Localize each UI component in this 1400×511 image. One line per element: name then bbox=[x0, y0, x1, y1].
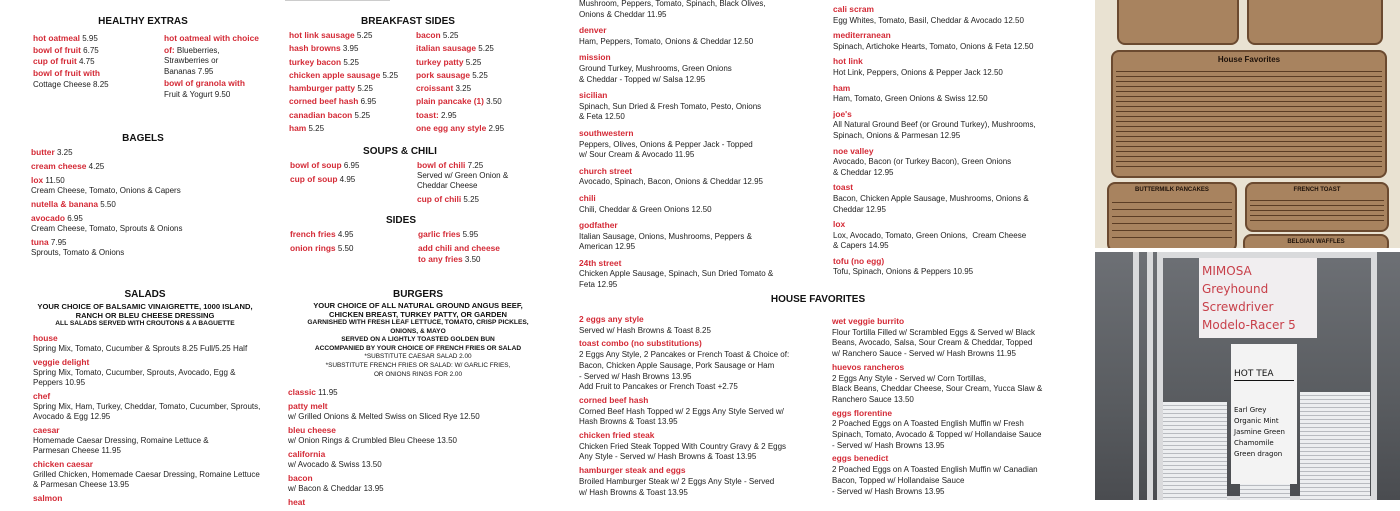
menu-item-price: 5.25 bbox=[352, 110, 371, 120]
photo-french-toast-panel bbox=[1245, 182, 1389, 232]
omelettes-right-list bbox=[833, 4, 1036, 282]
menu-item-description: Homemade Caesar Dressing, Romaine Lettuce & Parmesan Cheese 11.95 bbox=[33, 436, 209, 455]
menu-item-price: 3.25 bbox=[453, 84, 472, 94]
menu-item-name: bowl of granola with bbox=[164, 77, 245, 88]
menu-item-name: bacon bbox=[416, 30, 441, 40]
menu-item bbox=[833, 83, 1036, 105]
menu-item-price: 6.95 bbox=[358, 97, 377, 107]
photo-panel bbox=[1247, 0, 1383, 45]
menu-item-name: cup of fruit bbox=[33, 56, 77, 67]
bagels-heading: BAGELS bbox=[122, 133, 164, 144]
menu-item-name: french fries bbox=[290, 229, 336, 239]
menu-item-name: tofu (no egg) bbox=[833, 255, 885, 266]
menu-item bbox=[31, 237, 182, 258]
menu-item-name: nutella & banana bbox=[31, 199, 99, 209]
menu-item-price: 5.95 bbox=[80, 34, 98, 43]
menu-item bbox=[288, 387, 480, 398]
menu-item-description: Spring Mix, Tomato, Cucumber & Sprouts 8.25 Full/5.25 Half bbox=[33, 344, 248, 353]
menu-item-description: Corned Beef Hash Topped w/ 2 Eggs Any Style Served w/ Hash Browns & Toast 13.95 bbox=[579, 406, 784, 427]
menu-item-name: lox bbox=[833, 219, 846, 230]
menu-item-description: Sprouts, Tomato & Onions bbox=[31, 248, 125, 257]
menu-item-name: chicken caesar bbox=[33, 459, 94, 469]
menu-item-price: 5.95 bbox=[460, 230, 479, 239]
menu-item bbox=[833, 182, 1036, 215]
menu-item-price: 3.95 bbox=[340, 44, 359, 54]
menu-item bbox=[288, 425, 480, 446]
menu-item bbox=[164, 33, 259, 78]
menu-item-description: w/ Avocado & Swiss 13.50 bbox=[288, 460, 382, 469]
menu-item bbox=[833, 146, 1036, 179]
menu-item-price: 7.25 bbox=[465, 161, 484, 170]
window-frame bbox=[1133, 252, 1153, 500]
menu-item bbox=[416, 56, 566, 69]
menu-item-name: ham bbox=[833, 82, 851, 93]
menu-item bbox=[290, 229, 353, 240]
menu-item bbox=[417, 160, 508, 191]
menu-item bbox=[33, 333, 260, 354]
menu-item-description: w/ Onion Rings & Crumbled Bleu Cheese 13.50 bbox=[288, 436, 457, 445]
menu-item bbox=[579, 430, 789, 463]
menu-item-description: Egg Whites, Tomato, Basil, Cheddar & Avocado 12.50 bbox=[833, 15, 1024, 25]
burgers-substitute-note: *SUBSTITUTE CAESAR SALAD 2.00 *SUBSTITUTE FRENCH FRIES OR SALAD: W/ GARLIC FRIES, OR ONIONS RINGS FOR 2.00 bbox=[325, 353, 511, 378]
menu-item-name: hash browns bbox=[289, 43, 341, 54]
photo-french-toast-title: FRENCH TOAST bbox=[1293, 187, 1341, 193]
menu-item bbox=[288, 401, 480, 422]
menu-item bbox=[416, 82, 566, 95]
menu-item-price: 5.25 bbox=[355, 84, 373, 94]
menu-item-name: bowl of fruit with bbox=[33, 68, 100, 79]
menu-item-description: Grilled Chicken, Homemade Caesar Dressing, Romaine Lettuce & Parmesan Cheese 13.95 bbox=[33, 470, 260, 489]
menu-item-name: 2 eggs any style bbox=[579, 314, 644, 324]
menu-item-name: church street bbox=[579, 165, 633, 176]
menu-item-price: 5.25 bbox=[463, 57, 482, 67]
bagels-list bbox=[31, 147, 182, 261]
posted-menu bbox=[1300, 392, 1370, 500]
photo-panel bbox=[1117, 0, 1239, 45]
menu-item-description: Ground Turkey, Mushrooms, Green Onions & Cheddar - Topped w/ Salsa 12.95 bbox=[579, 63, 732, 84]
menu-item bbox=[833, 219, 1036, 252]
menu-item-name: bowl of soup bbox=[290, 160, 342, 170]
menu-item-price: 5.25 bbox=[461, 195, 479, 204]
menu-item-name: ham bbox=[289, 123, 307, 134]
menu-item bbox=[290, 243, 353, 254]
menu-item bbox=[33, 425, 260, 456]
menu-item bbox=[833, 109, 1036, 142]
menu-item bbox=[33, 493, 260, 504]
menu-item bbox=[832, 362, 1042, 406]
photo-pancakes-panel bbox=[1107, 182, 1237, 248]
salads-header bbox=[0, 289, 290, 329]
menu-item bbox=[416, 122, 566, 135]
menu-item-name: corned beef hash bbox=[289, 96, 359, 107]
salads-list bbox=[33, 333, 260, 507]
sides-left bbox=[290, 229, 353, 257]
menu-item-description: Cottage Cheese 8.25 bbox=[33, 79, 109, 89]
menu-item-name: turkey bacon bbox=[289, 56, 342, 67]
menu-item-name: 24th street bbox=[579, 257, 622, 268]
menu-item-name: heat bbox=[288, 497, 306, 507]
menu-item-name: southwestern bbox=[579, 127, 634, 138]
menu-item-price: 6.75 bbox=[80, 45, 99, 55]
soups-right bbox=[417, 160, 508, 208]
menu-item bbox=[579, 258, 773, 291]
menu-item bbox=[579, 465, 789, 498]
menu-item bbox=[33, 357, 260, 388]
menu-item-price: 2.95 bbox=[486, 124, 505, 134]
menu-item-description: Chili, Cheddar & Green Onions 12.50 bbox=[579, 204, 712, 214]
menu-item-description: Strawberries or Bananas 7.95 bbox=[164, 56, 219, 77]
menu-item-description: Avocado, Bacon (or Turkey Bacon), Green Onions & Cheddar 12.95 bbox=[833, 157, 1012, 177]
menu-item-name: wet veggie burrito bbox=[832, 316, 905, 326]
tea-sign-list: Earl Grey Organic Mint Jasmine Green Chamomile Green dragon bbox=[1234, 406, 1285, 458]
house-favorites-right bbox=[832, 316, 1042, 499]
menu-item-description: Spinach, Sun Dried & Fresh Tomato, Pesto, Onions & Feta 12.50 bbox=[579, 101, 762, 122]
menu-item bbox=[416, 95, 566, 108]
menu-item-description: All Natural Ground Beef (or Ground Turkey), Mushrooms, Spinach, Onions & Parmesan 12.95 bbox=[833, 120, 1036, 140]
menu-item bbox=[579, 128, 773, 161]
burgers-garnish-note: GARNISHED WITH FRESH LEAF LETTUCE, TOMATO, CRISP PICKLES, ONIONS, & MAYO SERVED ON A LIGHTLY TOASTED GOLDEN BUN ACCOMPANIED BY YOUR CHOICE OF FRENCH FRIES OR SALAD bbox=[307, 319, 529, 352]
menu-item bbox=[31, 161, 182, 172]
menu-item-description: Avocado, Spinach, Bacon, Onions & Cheddar 12.95 bbox=[579, 177, 763, 187]
menu-item bbox=[290, 174, 359, 185]
menu-item bbox=[579, 220, 773, 253]
omelettes-left-list bbox=[579, 0, 773, 296]
photo-pancakes-title: BUTTERMILK PANCAKES bbox=[1135, 187, 1209, 193]
divider bbox=[285, 0, 390, 1]
soups-left bbox=[290, 160, 359, 188]
menu-item-name: croissant bbox=[416, 83, 454, 94]
menu-item-name: hot link sausage bbox=[289, 30, 355, 40]
menu-item-price: 4.75 bbox=[76, 57, 95, 67]
menu-item-price: 4.95 bbox=[337, 175, 356, 184]
menu-item bbox=[579, 0, 773, 20]
drinks-sign: MIMOSA Greyhound Screwdriver Modelo-Racer 5 bbox=[1199, 258, 1317, 338]
burgers-list bbox=[288, 387, 480, 511]
menu-item bbox=[833, 256, 1036, 278]
menu-item-name: godfather bbox=[579, 220, 618, 231]
menu-item-description: Lox, Avocado, Tomato, Green Onions, Cream Cheese & Capers 14.95 bbox=[833, 230, 1027, 251]
menu-item-name: denver bbox=[579, 25, 607, 36]
menu-item-price: 4.95 bbox=[335, 230, 354, 239]
menu-item-name: bacon bbox=[288, 473, 313, 483]
menu-item bbox=[288, 497, 480, 508]
menu-item-description: Bacon, Chicken Apple Sausage, Mushrooms, Onions & Cheddar 12.95 bbox=[833, 193, 1029, 214]
menu-item-price: 5.25 bbox=[341, 57, 359, 67]
posted-menu bbox=[1163, 402, 1227, 500]
menu-item bbox=[33, 391, 260, 422]
menu-item-name: sicilian bbox=[579, 90, 608, 101]
menu-item-description: Spinach, Artichoke Hearts, Tomato, Onions & Feta 12.50 bbox=[833, 41, 1034, 51]
menu-item bbox=[289, 42, 416, 55]
sides-right bbox=[418, 229, 500, 268]
salads-dressing-note: YOUR CHOICE OF BALSAMIC VINAIGRETTE, 1000 ISLAND, RANCH OR BLEU CHEESE DRESSING bbox=[37, 302, 253, 320]
menu-item-name: toast combo (no substitutions) bbox=[579, 338, 702, 349]
menu-item-price: 6.95 bbox=[64, 214, 83, 223]
menu-item-name: italian sausage bbox=[416, 43, 477, 54]
tea-sign bbox=[1231, 344, 1297, 484]
menu-item-name: turkey patty bbox=[416, 56, 464, 67]
menu-item-description: Tofu, Spinach, Onions & Peppers 10.95 bbox=[833, 267, 974, 277]
house-favorites-heading: HOUSE FAVORITES bbox=[770, 294, 866, 305]
menu-item-name: chicken fried steak bbox=[579, 430, 655, 441]
menu-item-price: 11.50 bbox=[43, 176, 65, 185]
menu-item-price: 3.25 bbox=[54, 148, 73, 157]
menu-item-description: Mushroom, Peppers, Tomato, Spinach, Black Olives, Onions & Cheddar 11.95 bbox=[579, 0, 766, 19]
menu-item bbox=[416, 69, 566, 82]
menu-item-name: hot oatmeal with choice of: bbox=[164, 33, 259, 55]
menu-item-description: Served w/ Hash Browns & Toast 8.25 bbox=[579, 325, 711, 335]
menu-item-price: 5.25 bbox=[476, 44, 494, 54]
menu-item bbox=[31, 199, 182, 210]
menu-item-name: toast: bbox=[416, 109, 439, 120]
menu-item bbox=[290, 160, 359, 171]
burgers-header bbox=[285, 289, 551, 379]
menu-item bbox=[416, 109, 566, 122]
menu-item-description: Hot Link, Peppers, Onions & Pepper Jack 12.50 bbox=[833, 67, 1003, 77]
menu-item bbox=[33, 56, 109, 68]
menu-item-description: Broiled Hamburger Steak w/ 2 Eggs Any Style - Served w/ Hash Browns & Toast 13.95 bbox=[579, 476, 775, 497]
menu-item-name: lox bbox=[31, 175, 44, 185]
menu-item-description: 2 Poached Eggs on A Toasted English Muffin w/ Canadian Bacon, Topped w/ Hollandaise Sauce - Served w/ Hash Browns 13.95 bbox=[832, 465, 1038, 496]
menu-item-price: 2.95 bbox=[438, 110, 457, 120]
menu-item-description: Flour Tortilla Filled w/ Scrambled Eggs & Served w/ Black Beans, Avocado, Salsa, Sour Cream & Cheddar, Topped w/ Ranchero Sauce - Served w/ Hash Browns 11.95 bbox=[832, 327, 1036, 359]
menu-item-description: Chicken Fried Steak Topped With Country Gravy & 2 Eggs Any Style - Served w/ Hash Browns & Toast 13.95 bbox=[579, 441, 787, 462]
menu-item-name: toast bbox=[833, 182, 854, 193]
menu-item-name: patty melt bbox=[288, 401, 328, 411]
menu-item-name: joe's bbox=[833, 108, 852, 119]
menu-item-name: eggs florentine bbox=[832, 407, 893, 418]
menu-item-price: 4.25 bbox=[86, 162, 105, 171]
healthy-extras-right bbox=[164, 33, 259, 100]
photo-waffles-title: BELGIAN WAFFLES bbox=[1287, 239, 1345, 245]
menu-item bbox=[33, 459, 260, 490]
menu-item-name: mission bbox=[579, 52, 611, 63]
menu-item-name: onion rings bbox=[290, 243, 336, 253]
menu-item bbox=[288, 449, 480, 470]
salads-served-note: ALL SALADS SERVED WITH CROUTONS & A BAGUETTE bbox=[55, 320, 235, 327]
menu-item-description: w/ Grilled Onions & Melted Swiss on Sliced Rye 12.50 bbox=[288, 412, 480, 421]
menu-item-description: Peppers, Olives, Onions & Pepper Jack - Topped w/ Sour Cream & Avocado 11.95 bbox=[579, 139, 753, 160]
menu-item-price: 6.95 bbox=[341, 161, 360, 170]
menu-item-name: pork sausage bbox=[416, 69, 470, 80]
menu-item bbox=[832, 316, 1042, 360]
menu-item bbox=[164, 78, 259, 100]
menu-item-name: cream cheese bbox=[31, 161, 87, 171]
menu-item-name: bowl of fruit bbox=[33, 44, 81, 55]
menu-item bbox=[289, 69, 416, 82]
menu-item-price: 5.25 bbox=[380, 70, 399, 80]
menu-item-name: hot oatmeal bbox=[33, 33, 80, 43]
menu-item bbox=[418, 243, 500, 265]
menu-item-name: hamburger steak and eggs bbox=[579, 465, 686, 476]
menu-item bbox=[579, 166, 773, 188]
menu-item-description: Ham, Tomato, Green Onions & Swiss 12.50 bbox=[833, 94, 988, 104]
menu-item bbox=[833, 30, 1036, 52]
menu-item bbox=[416, 42, 566, 55]
menu-item-price: 5.25 bbox=[440, 31, 459, 40]
menu-item-name: chili bbox=[579, 192, 596, 203]
menu-item bbox=[833, 56, 1036, 78]
menu-item bbox=[833, 4, 1036, 26]
menu-item-name: chef bbox=[33, 391, 51, 401]
menu-item-name: huevos rancheros bbox=[832, 361, 905, 372]
menu-item bbox=[832, 453, 1042, 497]
menu-item bbox=[289, 95, 416, 108]
photo-house-favorites-title: House Favorites bbox=[1217, 55, 1281, 64]
photo-menu-lines bbox=[1112, 196, 1232, 244]
menu-item-description: Cream Cheese, Tomato, Onions & Capers bbox=[31, 186, 181, 195]
menu-item-name: tuna bbox=[31, 237, 49, 247]
menu-item-description: w/ Bacon & Cheddar 13.95 bbox=[288, 484, 384, 493]
menu-item bbox=[31, 147, 182, 158]
menu-item bbox=[579, 52, 773, 85]
menu-item-name: cup of soup bbox=[290, 174, 338, 184]
soups-chili-heading: SOUPS & CHILI bbox=[363, 146, 437, 157]
menu-item bbox=[579, 395, 789, 428]
breakfast-sides-heading: BREAKFAST SIDES bbox=[361, 16, 455, 27]
menu-item bbox=[289, 56, 416, 69]
menu-item-description: 2 Poached Eggs on A Toasted English Muffin w/ Fresh Spinach, Tomato, Avocado & Topped w/ Hollandaise Sauce - Served w/ Hash Browns 13.95 bbox=[832, 419, 1042, 450]
menu-item bbox=[579, 90, 773, 123]
menu-item-description: Italian Sausage, Onions, Mushrooms, Peppers & American 12.95 bbox=[579, 231, 752, 252]
menu-item-description: Served w/ Green Onion & Cheddar Cheese bbox=[417, 171, 509, 190]
menu-item-name: classic bbox=[288, 387, 316, 397]
menu-item bbox=[33, 68, 109, 90]
photo-menu-lines bbox=[1250, 196, 1384, 224]
menu-item bbox=[832, 408, 1042, 452]
burgers-choice-note: YOUR CHOICE OF ALL NATURAL GROUND ANGUS BEEF, CHICKEN BREAST, TURKEY PATTY, OR GARDEN bbox=[313, 301, 523, 319]
breakfast-sides-list bbox=[289, 29, 566, 135]
photo-house-favorites-panel bbox=[1111, 50, 1387, 178]
menu-item bbox=[31, 175, 182, 196]
menu-item-name: one egg any style bbox=[416, 123, 487, 134]
menu-item-price: 5.25 bbox=[354, 31, 373, 40]
menu-item-name: bowl of chili bbox=[417, 160, 466, 170]
menu-item-price: Blueberries, bbox=[174, 45, 220, 55]
menu-item-name: chicken apple sausage bbox=[289, 69, 381, 80]
menu-item bbox=[289, 29, 416, 42]
menu-item-description: 2 Eggs Any Style - Served w/ Corn Tortillas, Black Beans, Cheddar Cheese, Sour Cream, Yucca Slaw & Ranchero Sauce 13.50 bbox=[832, 373, 1043, 404]
menu-item-name: add chili and cheese to any fries bbox=[418, 243, 500, 264]
menu-item-price: 5.50 bbox=[98, 200, 116, 209]
menu-item-price: 11.95 bbox=[315, 388, 338, 397]
menu-item-name: california bbox=[288, 449, 326, 459]
menu-item bbox=[31, 213, 182, 234]
house-favorites-left bbox=[579, 314, 789, 500]
menu-item-description: Cream Cheese, Tomato, Sprouts & Onions bbox=[31, 224, 183, 233]
menu-item-description: Chicken Apple Sausage, Spinach, Sun Dried Tomato & Feta 12.95 bbox=[579, 269, 774, 290]
menu-item-name: caesar bbox=[33, 425, 60, 435]
menu-item-price: 7.95 bbox=[48, 238, 67, 247]
menu-board-photo bbox=[1095, 0, 1400, 248]
menu-item-price: 5.25 bbox=[306, 124, 325, 134]
menu-item-name: salmon bbox=[33, 493, 63, 503]
menu-item bbox=[579, 338, 789, 393]
menu-item-name: veggie delight bbox=[33, 357, 90, 367]
menu-item-description: 2 Eggs Any Style, 2 Pancakes or French Toast & Choice of: Bacon, Chicken Apple Sausage, Pork Sausage or Ham - Served w/ Hash Browns 13.95 Add Fruit to Pancakes or French Toast +2.75 bbox=[579, 350, 790, 392]
menu-item-description: Fruit & Yogurt 9.50 bbox=[164, 89, 231, 99]
menu-item-name: cali scram bbox=[833, 4, 874, 14]
healthy-extras-left bbox=[33, 33, 109, 91]
menu-item bbox=[33, 45, 109, 57]
menu-item bbox=[579, 193, 773, 215]
window-photo bbox=[1095, 252, 1400, 500]
menu-item bbox=[417, 194, 508, 205]
photo-waffles-panel bbox=[1243, 234, 1389, 248]
menu-item-name: avocado bbox=[31, 213, 65, 223]
menu-item-description: Spring Mix, Ham, Turkey, Cheddar, Tomato, Cucumber, Sprouts, Avocado & Egg 12.95 bbox=[33, 402, 261, 421]
salads-heading: SALADS bbox=[124, 289, 166, 300]
menu-item-price: 3.50 bbox=[483, 97, 502, 107]
menu-item bbox=[579, 314, 789, 336]
photo-menu-lines bbox=[1116, 67, 1382, 167]
menu-item-name: cup of chili bbox=[417, 194, 462, 204]
healthy-extras-heading: HEALTHY EXTRAS bbox=[98, 16, 188, 27]
menu-item-name: plain pancake (1) bbox=[416, 96, 484, 107]
menu-item-price: 5.50 bbox=[335, 244, 354, 253]
menu-item-name: canadian bacon bbox=[289, 109, 353, 120]
sides-heading: SIDES bbox=[385, 215, 416, 226]
menu-item-description: Spring Mix, Tomato, Cucumber, Sprouts, Avocado, Egg & Peppers 10.95 bbox=[33, 368, 236, 387]
menu-item bbox=[416, 29, 566, 42]
menu-item bbox=[289, 109, 416, 122]
tea-sign-title: HOT TEA bbox=[1234, 368, 1294, 381]
menu-item-name: house bbox=[33, 333, 58, 343]
menu-item bbox=[418, 229, 500, 240]
menu-item-price: 5.25 bbox=[470, 70, 488, 80]
menu-item-name: hot link bbox=[833, 56, 863, 67]
menu-item-price: 3.50 bbox=[462, 255, 481, 264]
menu-item bbox=[289, 122, 416, 135]
menu-item bbox=[289, 82, 416, 95]
menu-item-name: butter bbox=[31, 147, 55, 157]
menu-item bbox=[579, 25, 773, 47]
menu-item bbox=[33, 33, 109, 45]
menu-item bbox=[288, 473, 480, 494]
menu-item-name: noe valley bbox=[833, 145, 874, 156]
menu-item-name: eggs benedict bbox=[832, 453, 889, 464]
menu-item-name: mediterranean bbox=[833, 30, 891, 41]
menu-item-name: hamburger patty bbox=[289, 83, 356, 94]
menu-item-name: bleu cheese bbox=[288, 425, 336, 435]
menu-item-name: garlic fries bbox=[418, 229, 461, 239]
menu-item-description: Ham, Peppers, Tomato, Onions & Cheddar 12.50 bbox=[579, 36, 754, 46]
burgers-heading: BURGERS bbox=[392, 289, 443, 300]
menu-item-name: corned beef hash bbox=[579, 394, 649, 405]
